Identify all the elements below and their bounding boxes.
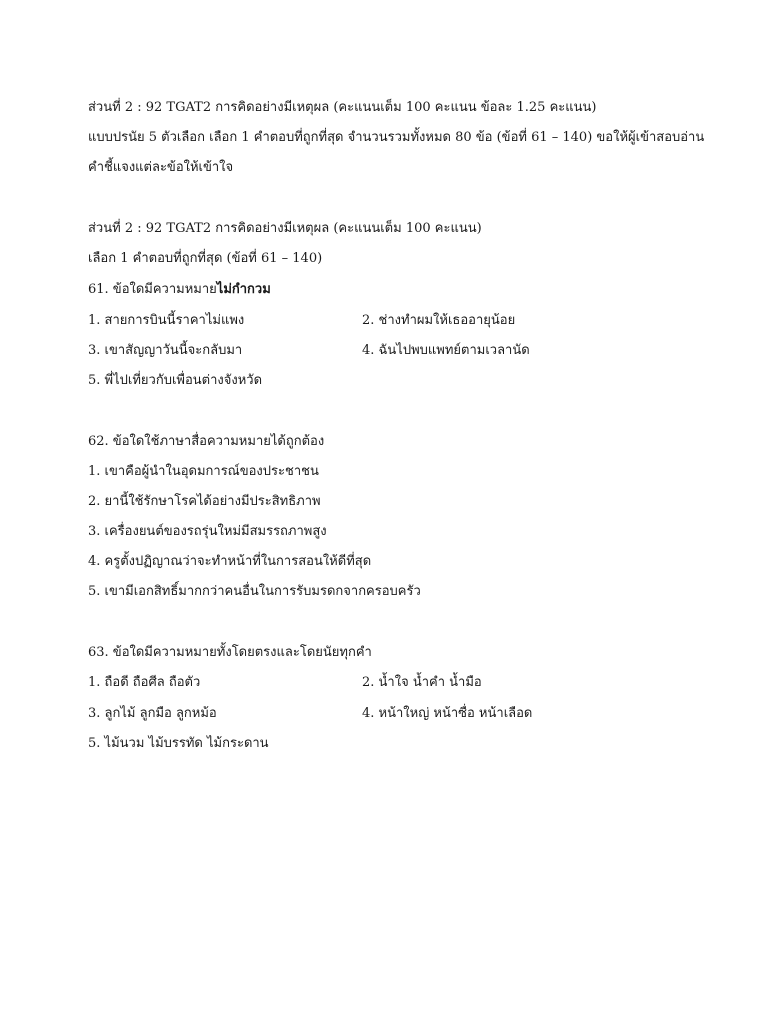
question-62-option-1: 1. เขาคือผู้นำในอุดมการณ์ของประชาชน <box>88 464 319 479</box>
question-61-option-5: 5. พี่ไปเที่ยวกับเพื่อนต่างจังหวัด <box>88 373 263 388</box>
question-62-stem: 62. ข้อใดใช้ภาษาสื่อความหมายได้ถูกต้อง <box>88 434 325 449</box>
intro-instruction-line1: แบบปรนัย 5 ตัวเลือก เลือก 1 คำตอบที่ถูกที่สุด จำนวนรวมทั้งหมด 80 ข้อ (ข้อที่ 61 – 140) ขอให้ผู้เข้าสอบอ่าน <box>88 130 705 145</box>
question-62-option-2: 2. ยานี้ใช้รักษาโรคได้อย่างมีประสิทธิภาพ <box>88 494 321 509</box>
question-63-option-5: 5. ไม้นวม ไม้บรรทัด ไม้กระดาน <box>88 736 269 751</box>
question-63-option-4: 4. หน้าใหญ่ หน้าซื่อ หน้าเลือด <box>362 706 533 721</box>
intro-instruction-line2: คำชี้แจงแต่ละข้อให้เข้าใจ <box>88 160 234 175</box>
question-62-option-5: 5. เขามีเอกสิทธิ์มากกว่าคนอื่นในการรับมรดกจากครอบครัว <box>88 584 421 599</box>
question-63-option-1: 1. ถือดี ถือศีล ถือตัว <box>88 675 201 690</box>
question-61-option-3: 3. เขาสัญญาวันนี้จะกลับมา <box>88 343 243 358</box>
intro-heading: ส่วนที่ 2 : 92 TGAT2 การคิดอย่างมีเหตุผล (คะแนนเต็ม 100 คะแนน ข้อละ 1.25 คะแนน) <box>88 100 597 115</box>
question-62-option-3: 3. เครื่องยนต์ของรถรุ่นใหม่มีสมรรถภาพสูง <box>88 524 327 539</box>
question-61-option-2: 2. ช่างทำผมให้เธออายุน้อย <box>362 313 516 328</box>
question-62-option-4: 4. ครูตั้งปฏิญาณว่าจะทำหน้าที่ในการสอนให้ดีที่สุด <box>88 554 372 569</box>
section-instruction: เลือก 1 คำตอบที่ถูกที่สุด (ข้อที่ 61 – 140) <box>88 251 323 266</box>
question-63-stem: 63. ข้อใดมีความหมายทั้งโดยตรงและโดยนัยทุกคำ <box>88 645 372 660</box>
question-61-stem-prefix: 61. ข้อใดมีความหมาย <box>88 282 217 297</box>
question-61-stem <box>88 280 271 300</box>
section-heading: ส่วนที่ 2 : 92 TGAT2 การคิดอย่างมีเหตุผล (คะแนนเต็ม 100 คะแนน) <box>88 221 482 236</box>
question-63-option-3: 3. ลูกไม้ ลูกมือ ลูกหม้อ <box>88 706 217 721</box>
question-61-option-4: 4. ฉันไปพบแพทย์ตามเวลานัด <box>362 343 530 358</box>
question-61-stem-emphasis: ไม่กำกวม <box>216 282 271 297</box>
question-63-option-2: 2. น้ำใจ น้ำคำ น้ำมือ <box>362 675 482 690</box>
question-61-option-1: 1. สายการบินนี้ราคาไม่แพง <box>88 313 245 328</box>
